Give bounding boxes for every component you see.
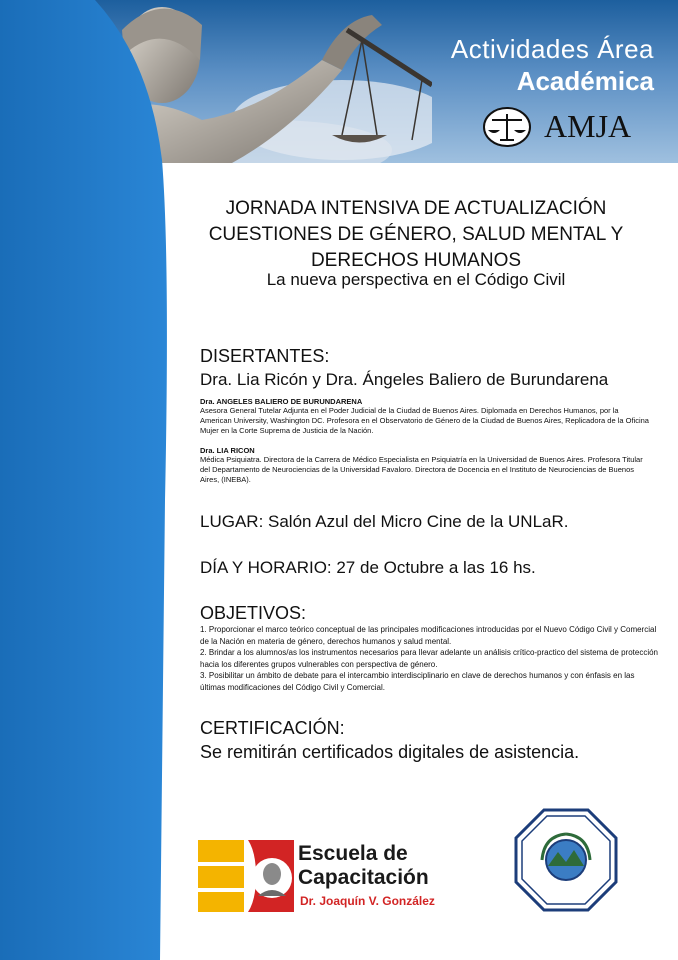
escuela-logo-icon: [198, 840, 294, 914]
event-place: LUGAR: Salón Azul del Micro Cine de la UNLaR.: [200, 512, 569, 531]
header-title-line2: Académica: [516, 66, 654, 96]
amja-scales-logo-icon: [482, 106, 532, 148]
title-line-2: CUESTIONES DE GÉNERO, SALUD MENTAL Y: [208, 224, 624, 245]
certification-text: Se remitirán certificados digitales de asistencia.: [200, 742, 580, 762]
speaker2-bio: Médica Psiquiatra. Directora de la Carrera de Médico Especialista en Psiquiatría en la Universidad de Buenos Aires. Profesora Titular del Departamento de Neurociencias de la Universidad Favaloro. Directora de Docencia en el Instituto de Neurociencias de Buenos Aires, (INEBA).: [200, 455, 643, 484]
objective-item-2: 2. Brindar a los alumnos/as los instrumentos necesarios para llevar adelante un análisis crítico-practico del sistema de protección hacia los diferentes grupos vulnerables con perspectiva de género.: [200, 648, 659, 669]
blue-side-band: [0, 0, 200, 960]
event-subtitle: La nueva perspectiva en el Código Civil: [266, 270, 566, 289]
speakers-names: Dra. Lia Ricón y Dra. Ángeles Baliero de Burundarena: [200, 370, 609, 389]
speakers-heading: DISERTANTES:: [200, 346, 330, 366]
title-line-3: DERECHOS HUMANOS: [310, 250, 522, 271]
speaker1-name: Dra. ANGELES BALIERO DE BURUNDARENA: [200, 397, 363, 406]
school-name-line2: Capacitación: [298, 866, 429, 889]
speaker1-bio: Asesora General Tutelar Adjunta en el Poder Judicial de la Ciudad de Buenos Aires. Diplomada en Derechos Humanos, por la American University, Washington DC. Profesora en el Observatorio de Género de la Ciudad de Buenos Aires, Replicadora de la Oficina Mujer en la Corte Suprema de Justicia de la Nación.: [200, 406, 649, 435]
certification-heading: CERTIFICACIÓN:: [200, 718, 345, 738]
amja-logo-text: AMJA: [544, 108, 632, 144]
school-name-line3: Dr. Joaquín V. González: [300, 894, 435, 908]
objective-item-1: 1. Proporcionar el marco teórico conceptual de las principales modificaciones introducidas por el Nuevo Código Civil y Comercial de la Nación en materia de género, derechos humanos y salud mental.: [200, 625, 657, 646]
title-line-1: JORNADA INTENSIVA DE ACTUALIZACIÓN: [225, 198, 607, 219]
event-schedule: DÍA Y HORARIO: 27 de Octubre a las 16 hs.: [200, 558, 536, 577]
speaker2-name: Dra. LIA RICON: [200, 446, 255, 455]
tribunal-seal-icon: [514, 808, 618, 912]
objectives-heading: OBJETIVOS:: [200, 603, 307, 623]
event-title: [176, 196, 656, 274]
objective-item-3: 3. Posibilitar un ámbito de debate para el intercambio interdisciplinario en clave de derechos humanos y con énfasis en las últimas modificaciones del Código Civil y Comercial.: [200, 671, 635, 692]
school-name-line1: Escuela de: [298, 842, 408, 865]
header-title-line1: Actividades Área: [450, 34, 654, 64]
